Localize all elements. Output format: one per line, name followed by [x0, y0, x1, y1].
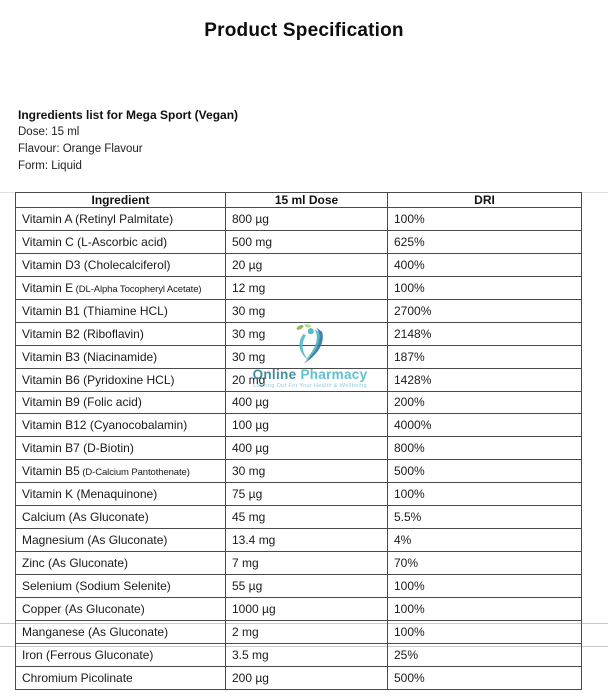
- table-row: [16, 253, 582, 276]
- dri-cell: 400%: [388, 253, 582, 276]
- col-header-dose: 15 ml Dose: [226, 193, 388, 208]
- ingredient-cell-main: Vitamin B2 (Riboflavin): [22, 326, 144, 341]
- watermark-brand-pharmacy: Pharmacy: [300, 367, 368, 382]
- ingredient-cell-main: Vitamin B9 (Folic acid): [22, 395, 142, 410]
- dose-cell: 30 mg: [226, 460, 388, 483]
- dri-cell: 25%: [388, 643, 582, 666]
- table-row: [16, 666, 582, 689]
- form-line: Form: Liquid: [18, 160, 82, 172]
- dri-cell: 200%: [388, 391, 582, 414]
- dose-cell: 55 µg: [226, 575, 388, 598]
- dri-cell: 100%: [388, 208, 582, 231]
- ingredient-cell: [16, 643, 226, 666]
- ingredient-cell-main: Vitamin C (L-Ascorbic acid): [22, 234, 168, 249]
- table-row: [16, 208, 582, 231]
- dri-cell: 70%: [388, 552, 582, 575]
- ingredient-cell: [16, 230, 226, 253]
- ingredient-cell: [16, 506, 226, 529]
- header-row: [16, 193, 582, 208]
- table-row: [16, 620, 582, 643]
- col-header-dri: DRI: [388, 193, 582, 208]
- dose-cell: 2 mg: [226, 620, 388, 643]
- ingredient-cell: [16, 666, 226, 689]
- ingredient-cell: [16, 276, 226, 299]
- dose-cell: 100 µg: [226, 414, 388, 437]
- table-row: [16, 552, 582, 575]
- table-row: [16, 230, 582, 253]
- table-row: [16, 597, 582, 620]
- ingredient-cell-small: (DL-Alpha Tocopheryl Acetate): [73, 283, 202, 295]
- dri-cell: 500%: [388, 460, 582, 483]
- ingredient-cell: [16, 575, 226, 598]
- dose-cell: 3.5 mg: [226, 643, 388, 666]
- dose-cell: 400 µg: [226, 391, 388, 414]
- dose-cell: 500 mg: [226, 230, 388, 253]
- dose-cell: 20 µg: [226, 253, 388, 276]
- dri-cell: 100%: [388, 620, 582, 643]
- ingredient-cell-main: Manganese (As Gluconate): [22, 624, 169, 639]
- dose-cell: 45 mg: [226, 506, 388, 529]
- dose-cell: 12 mg: [226, 276, 388, 299]
- table-row: [16, 529, 582, 552]
- ingredient-cell-main: Magnesium (As Gluconate): [22, 533, 168, 548]
- dri-cell: 800%: [388, 437, 582, 460]
- dose-line: Dose: 15 ml: [18, 126, 80, 138]
- ingredient-cell-main: Vitamin B12 (Cyanocobalamin): [22, 418, 188, 433]
- flavour-line: Flavour: Orange Flavour: [18, 143, 143, 155]
- ingredient-cell: [16, 368, 226, 391]
- table-row: [16, 322, 582, 345]
- product-info-block: [18, 107, 238, 175]
- table-row: [16, 414, 582, 437]
- dose-cell: 13.4 mg: [226, 529, 388, 552]
- table-row: [16, 391, 582, 414]
- table-row: [16, 345, 582, 368]
- ingredient-cell: [16, 483, 226, 506]
- dose-cell: 800 µg: [226, 208, 388, 231]
- dri-cell: 100%: [388, 597, 582, 620]
- table-row: [16, 437, 582, 460]
- table-row: [16, 299, 582, 322]
- ingredient-cell-main: Vitamin A (Retinyl Palmitate): [22, 211, 174, 226]
- table-row: [16, 575, 582, 598]
- ingredients-list-heading: Ingredients list for Mega Sport (Vegan): [18, 108, 239, 122]
- ingredient-cell-main: Chromium Picolinate: [22, 670, 133, 685]
- table-row: [16, 643, 582, 666]
- dri-cell: 5.5%: [388, 506, 582, 529]
- dri-cell: 500%: [388, 666, 582, 689]
- dri-cell: 4%: [388, 529, 582, 552]
- dri-cell: 625%: [388, 230, 582, 253]
- ingredients-table-body: [16, 208, 582, 690]
- ingredient-cell: [16, 437, 226, 460]
- ingredient-cell-main: Vitamin B3 (Niacinamide): [22, 349, 158, 364]
- ingredient-cell-main: Vitamin K (Menaquinone): [22, 487, 158, 502]
- ingredient-cell: [16, 391, 226, 414]
- dri-cell: 2148%: [388, 322, 582, 345]
- ingredient-cell: [16, 620, 226, 643]
- table-row: [16, 276, 582, 299]
- ingredients-table-header: [16, 193, 582, 208]
- table-row: [16, 506, 582, 529]
- dose-cell: 7 mg: [226, 552, 388, 575]
- dri-cell: 4000%: [388, 414, 582, 437]
- ingredient-cell: [16, 552, 226, 575]
- dri-cell: 2700%: [388, 299, 582, 322]
- dose-cell: 75 µg: [226, 483, 388, 506]
- dose-cell: 30 mg: [226, 345, 388, 368]
- ingredient-cell: [16, 597, 226, 620]
- watermark-tagline: Looking Out For Your Health & Wellbeing: [253, 383, 367, 389]
- ingredient-cell: [16, 529, 226, 552]
- ingredient-cell-main: Vitamin D3 (Cholecalciferol): [22, 257, 171, 272]
- ingredient-cell: [16, 253, 226, 276]
- ingredient-cell: [16, 299, 226, 322]
- dose-cell: 30 mg: [226, 299, 388, 322]
- table-row: [16, 460, 582, 483]
- watermark-brand-online: Online: [252, 367, 297, 382]
- dri-cell: 100%: [388, 575, 582, 598]
- ingredient-cell-main: Selenium (Sodium Selenite): [22, 578, 171, 593]
- table-row: [16, 368, 582, 391]
- table-row: [16, 483, 582, 506]
- dri-cell: 187%: [388, 345, 582, 368]
- col-header-ingredient: Ingredient: [16, 193, 226, 208]
- ingredient-cell-main: Calcium (As Gluconate): [22, 510, 149, 525]
- dri-cell: 1428%: [388, 368, 582, 391]
- ingredient-cell: [16, 208, 226, 231]
- ingredient-cell-main: Iron (Ferrous Gluconate): [22, 647, 154, 662]
- ingredient-cell-main: Vitamin B1 (Thiamine HCL): [22, 303, 168, 318]
- ingredient-cell: [16, 414, 226, 437]
- ingredient-cell-main: Vitamin B7 (D-Biotin): [22, 441, 134, 456]
- dose-cell: 30 mg: [226, 322, 388, 345]
- ingredient-cell-main: Copper (As Gluconate): [22, 601, 145, 616]
- ingredients-table: [15, 192, 582, 690]
- dose-cell: 400 µg: [226, 437, 388, 460]
- dose-cell: 20 mg: [226, 368, 388, 391]
- ingredient-cell: [16, 460, 226, 483]
- ingredient-cell-main: Vitamin B6 (Pyridoxine HCL): [22, 372, 175, 387]
- ingredient-cell: [16, 322, 226, 345]
- ingredient-cell-small: (D-Calcium Pantothenate): [79, 467, 190, 479]
- dose-cell: 1000 µg: [226, 597, 388, 620]
- dri-cell: 100%: [388, 276, 582, 299]
- ingredient-cell-main: Zinc (As Gluconate): [22, 556, 129, 571]
- dose-cell: 200 µg: [226, 666, 388, 689]
- ingredient-cell: [16, 345, 226, 368]
- ingredient-cell-main: Vitamin B5: [22, 464, 80, 479]
- page-title: Product Specification: [204, 20, 404, 41]
- ingredient-cell-main: Vitamin E: [22, 280, 74, 295]
- dri-cell: 100%: [388, 483, 582, 506]
